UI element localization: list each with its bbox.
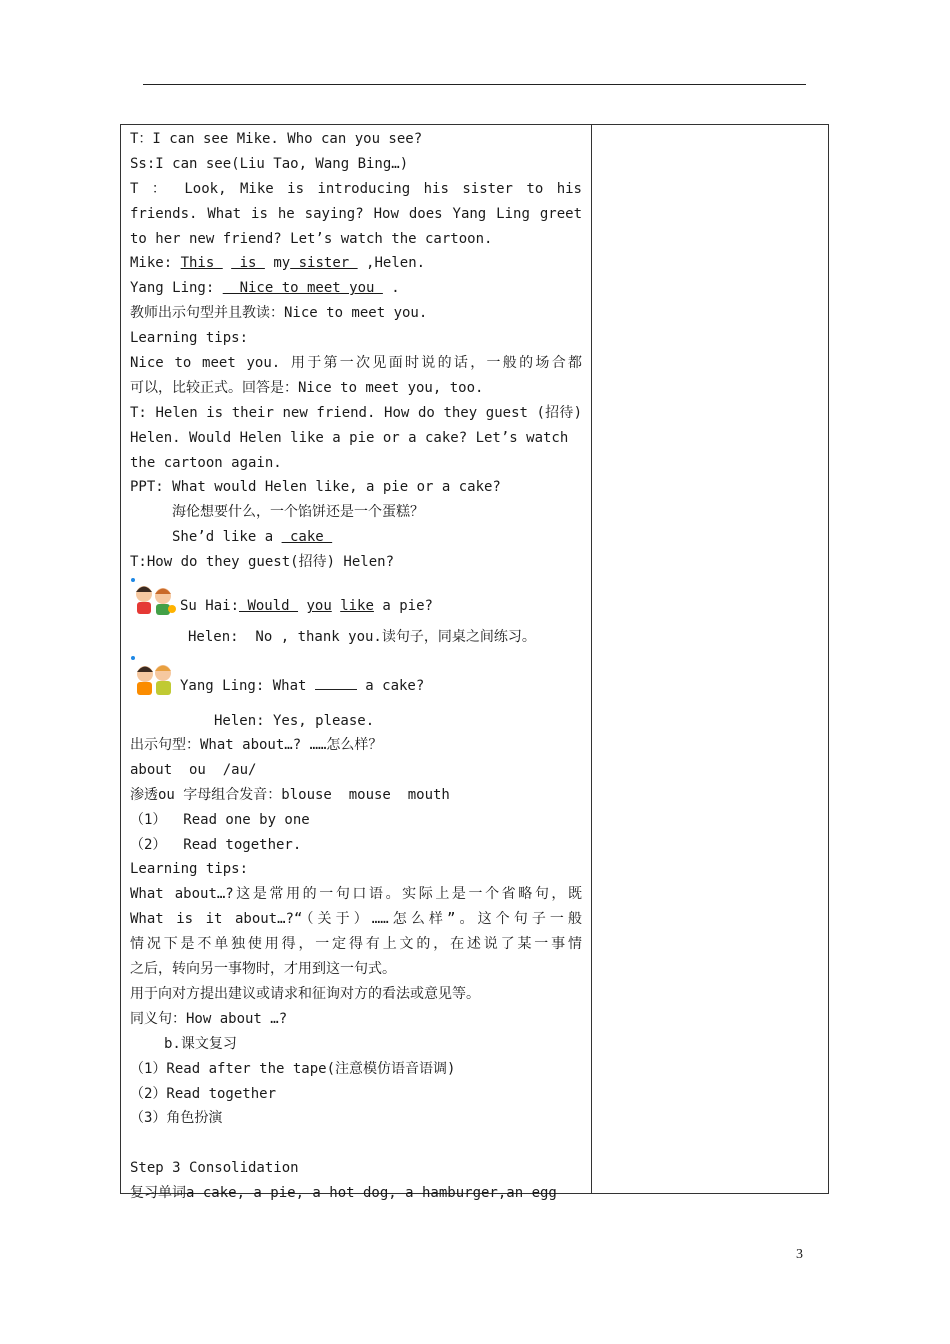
- cartoon-children-icon: [130, 577, 178, 617]
- text-line: 渗透ou 字母组合发音：blouse mouse mouth: [130, 786, 450, 803]
- blank-answer: is: [231, 255, 265, 272]
- blank-answer: you: [306, 598, 332, 615]
- fill-in-sentence: [130, 525, 582, 550]
- text-line: 之后，转向另一事物时，才用到这一句式。: [130, 961, 396, 978]
- page-number: 3: [796, 1247, 803, 1262]
- text-line: 海伦想要什么，一个馅饼还是一个蛋糕？: [172, 504, 424, 521]
- dialogue-block-yang-ling: [130, 653, 582, 709]
- dialogue-yang-ling-2: [180, 674, 424, 699]
- blank-answer: Would: [239, 598, 299, 615]
- text-line: （2）Read together: [130, 1085, 277, 1102]
- dialogue-mike: [130, 251, 582, 276]
- text-line: 情况下是不单独使用得，一定得有上文的，在述说了某一事情: [130, 936, 582, 953]
- text-fragment: a pie?: [373, 598, 433, 615]
- text-line: friends. What is he saying? How does Yang Ling greet: [130, 205, 582, 222]
- text-line: 复习单词a cake, a pie, a hot dog, a hamburger,an egg: [130, 1185, 557, 1202]
- dialogue-yang-ling: [130, 276, 582, 301]
- blank-answer: This: [180, 255, 223, 272]
- text-line: （3）角色扮演: [130, 1110, 223, 1127]
- text-line: Ss:I can see(Liu Tao, Wang Bing…): [130, 155, 409, 172]
- text-line: T: Helen is their new friend. How do they guest (招待): [130, 404, 582, 421]
- blank-answer: sister: [290, 255, 358, 272]
- text-line: T ： Look, Mike is introducing his sister to his: [130, 180, 582, 197]
- text-line: What about…?这是常用的一句口语。实际上是一个省略句，既: [130, 886, 582, 903]
- text-fragment: ,Helen.: [357, 255, 426, 272]
- speaker-label: Yang Ling:: [130, 280, 223, 297]
- text-fragment: a cake?: [356, 678, 425, 695]
- text-line: Helen. Would Helen like a pie or a cake? Let’s watch: [130, 429, 569, 446]
- text-line: Learning tips:: [130, 861, 249, 878]
- text-fragment: .: [382, 280, 400, 297]
- dialogue-block-su-hai: [130, 575, 582, 625]
- speaker-label: Su Hai:: [180, 598, 240, 615]
- section-heading: Step 3 Consolidation: [130, 1160, 299, 1177]
- text-line: PPT: What would Helen like, a pie or a cake?: [130, 479, 501, 496]
- blank-line: [315, 674, 357, 690]
- text-fragment: my: [264, 255, 291, 272]
- text-line: the cartoon again.: [130, 454, 282, 471]
- column-divider: [591, 125, 592, 1193]
- blank-answer: like: [340, 598, 374, 615]
- header-rule: [143, 84, 806, 85]
- text-line: Helen: No , thank you.读句子，同桌之间练习。: [188, 629, 536, 646]
- text-line: T:How do they guest(招待) Helen?: [130, 554, 395, 571]
- lesson-table: [120, 124, 829, 1202]
- text-line: T：I can see Mike. Who can you see?: [130, 131, 423, 147]
- dialogue-su-hai: [180, 594, 433, 619]
- text-line: （1）Read after the tape(注意模仿语音语调): [130, 1060, 456, 1077]
- blank-answer: Nice to meet you: [222, 280, 383, 297]
- text-line: b.课文复习: [164, 1035, 237, 1052]
- text-line: to her new friend? Let’s watch the cartoon.: [130, 230, 493, 247]
- text-line: 教师出示句型并且教读：Nice to meet you.: [130, 305, 428, 322]
- text-line: about ou /au/: [130, 761, 257, 778]
- text-line: （2） Read together.: [130, 836, 302, 853]
- blank-answer: cake: [281, 529, 333, 546]
- blank-gap: [130, 1131, 582, 1156]
- text-line: 出示句型：What about…? ……怎么样？: [130, 737, 383, 754]
- text-line: （1） Read one by one: [130, 811, 310, 828]
- text-line: What is it about…?“（关于）……怎么样”。这个句子一般: [130, 911, 582, 928]
- text-line: Helen: Yes, please.: [214, 713, 375, 730]
- text-line: Learning tips:: [130, 330, 249, 347]
- cartoon-children-icon: [130, 655, 178, 699]
- text-line: Nice to meet you. 用于第一次见面时说的话，一般的场合都: [130, 355, 582, 372]
- text-line: 可以，比较正式。回答是：Nice to meet you, too.: [130, 379, 484, 396]
- text-fragment: She’d like a: [172, 529, 282, 546]
- text-line: 用于向对方提出建议或请求和征询对方的看法或意见等。: [130, 985, 480, 1002]
- lesson-content: [130, 127, 582, 1206]
- text-line: 同义句：How about …?: [130, 1010, 288, 1027]
- text-fragment: Yang Ling: What: [180, 678, 315, 695]
- speaker-label: Mike:: [130, 255, 181, 272]
